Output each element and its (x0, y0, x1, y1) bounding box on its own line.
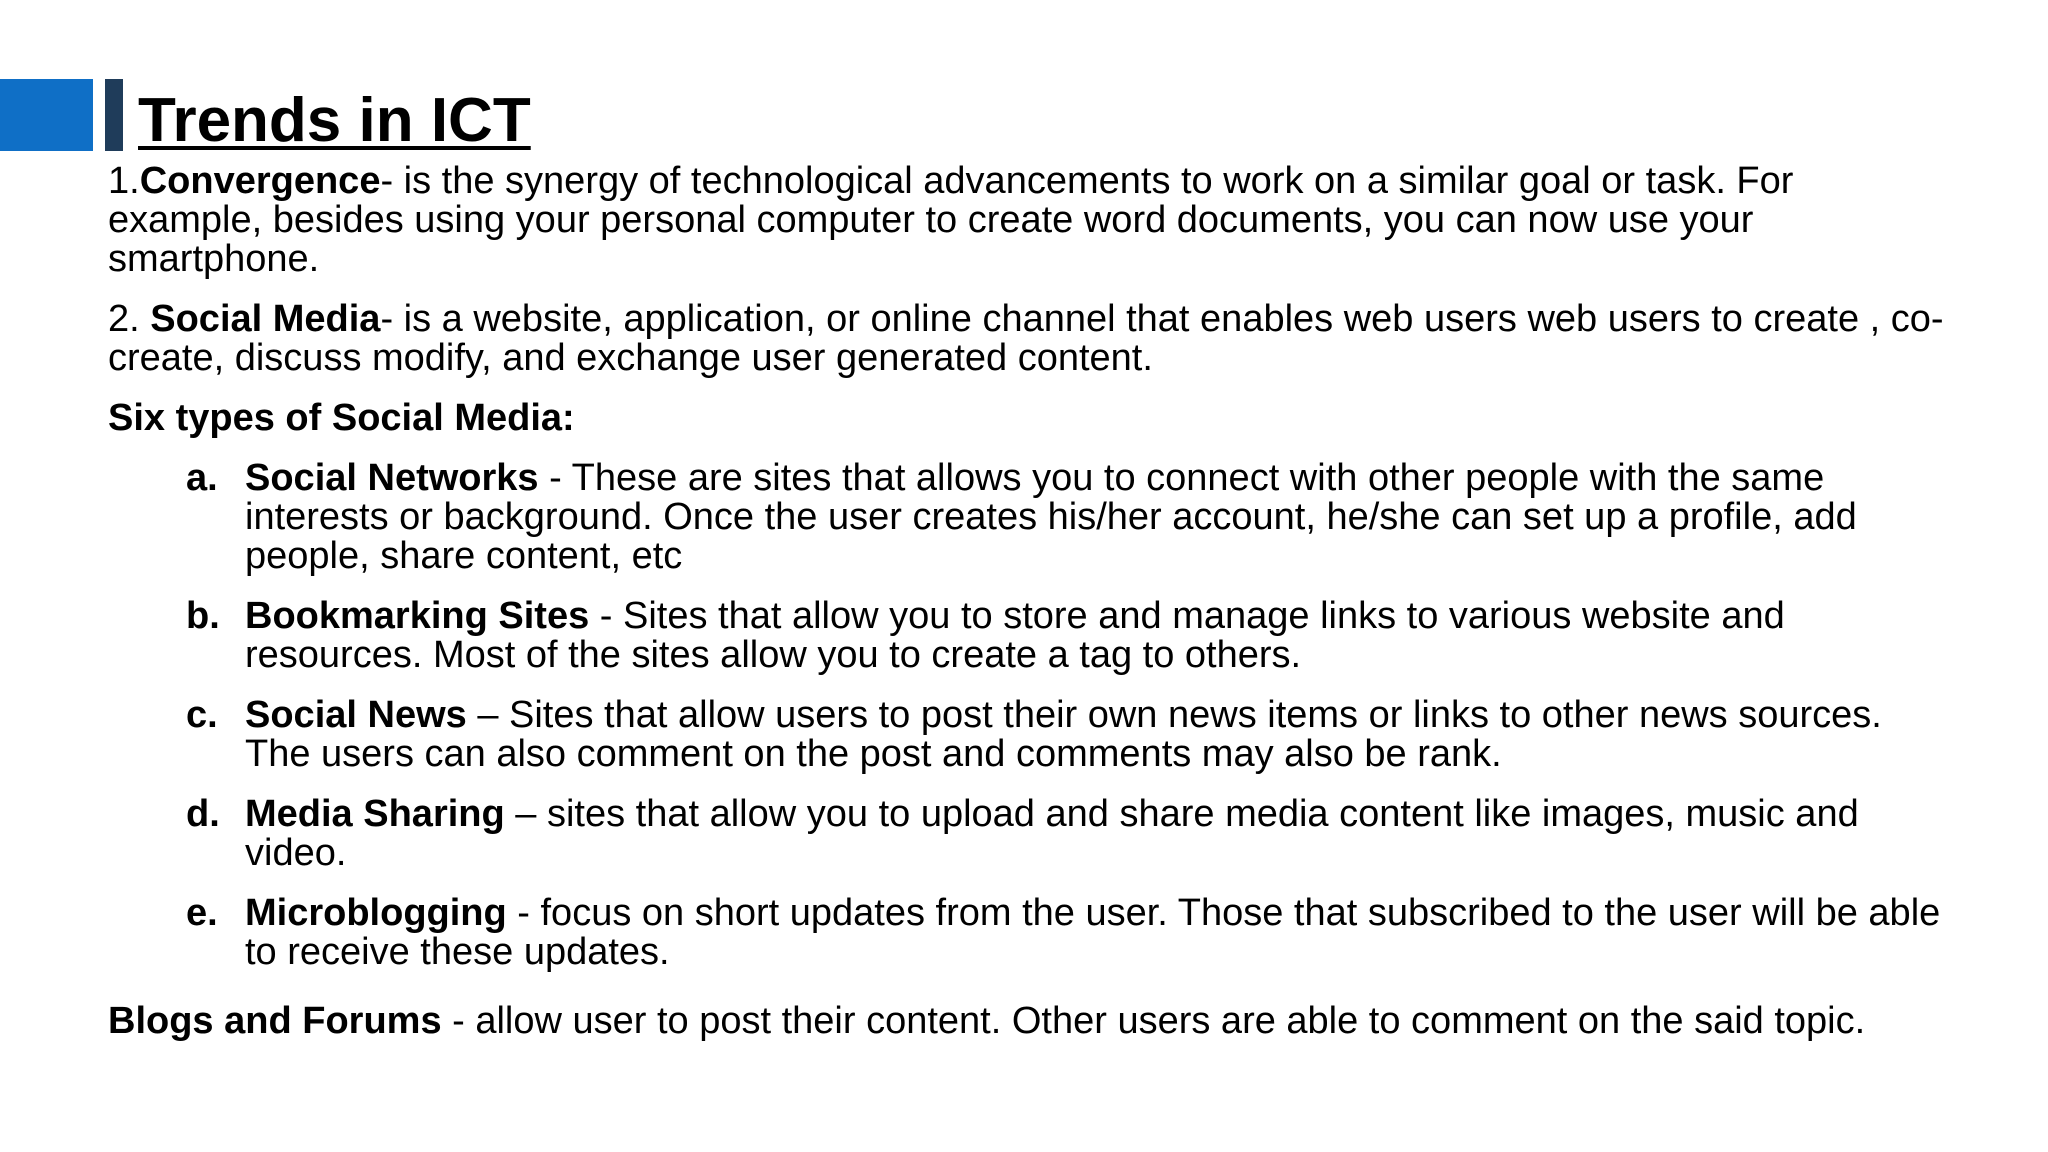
slide-body (108, 162, 1948, 1062)
convergence-term: Convergence (139, 160, 381, 202)
list-item-term: Media Sharing (245, 793, 505, 835)
list-item-text: – sites that allow you to upload and share media content like images, music and video. (245, 793, 1859, 874)
list-item-term: Bookmarking Sites (245, 595, 590, 637)
list-item-text: - These are sites that allows you to connect with other people with the same interests or background. Once the user creates his/her account, he/she can set up a profile, add people, share content, etc (245, 457, 1857, 577)
title-accent-bar (105, 79, 123, 151)
list-item-letter: a. (186, 457, 218, 499)
list-item-letter: e. (186, 892, 218, 934)
social-media-term: Social Media (150, 298, 381, 340)
list-item-term: Social Networks (245, 457, 539, 499)
list-item-text: - focus on short updates from the user. Those that subscribed to the user will be able to receive these updates. (245, 892, 1941, 973)
list-item-text: - Sites that allow you to store and manage links to various website and resources. Most of the sites allow you to create a tag to others. (245, 595, 1785, 676)
list-item (108, 894, 1948, 972)
blogs-forums-term: Blogs and Forums (108, 1000, 442, 1042)
social-media-text: - is a website, application, or online channel that enables web users web users to create , co-create, discuss modify, and exchange user generated content. (108, 298, 1944, 379)
list-item-term: Social News (245, 694, 467, 736)
types-heading (108, 399, 1948, 438)
accent-block (0, 79, 93, 151)
list-item-letter: c. (186, 694, 218, 736)
list-item-text: – Sites that allow users to post their own news items or links to other news sources. The users can also comment on the post and comments may also be rank. (245, 694, 1882, 775)
list-item-letter: b. (186, 595, 220, 637)
convergence-text: - is the synergy of technological advancements to work on a similar goal or task. For example, besides using your personal computer to create word documents, you can now use your smartphone. (108, 160, 1794, 280)
slide-title: Trends in ICT (138, 86, 531, 155)
list-item (108, 597, 1948, 675)
blogs-forums-paragraph (108, 1002, 1948, 1041)
social-media-paragraph (108, 300, 1948, 378)
social-media-types-list (108, 459, 1948, 972)
list-item (108, 696, 1948, 774)
list-item (108, 459, 1948, 576)
social-media-number: 2. (108, 298, 151, 340)
list-item (108, 795, 1948, 873)
blogs-forums-text: - allow user to post their content. Other users are able to comment on the said topic. (441, 1000, 1866, 1042)
convergence-paragraph (108, 162, 1948, 279)
types-heading-text: Six types of Social Media: (108, 397, 575, 439)
convergence-number: 1. (108, 160, 140, 202)
list-item-letter: d. (186, 793, 220, 835)
list-item-term: Microblogging (245, 892, 507, 934)
